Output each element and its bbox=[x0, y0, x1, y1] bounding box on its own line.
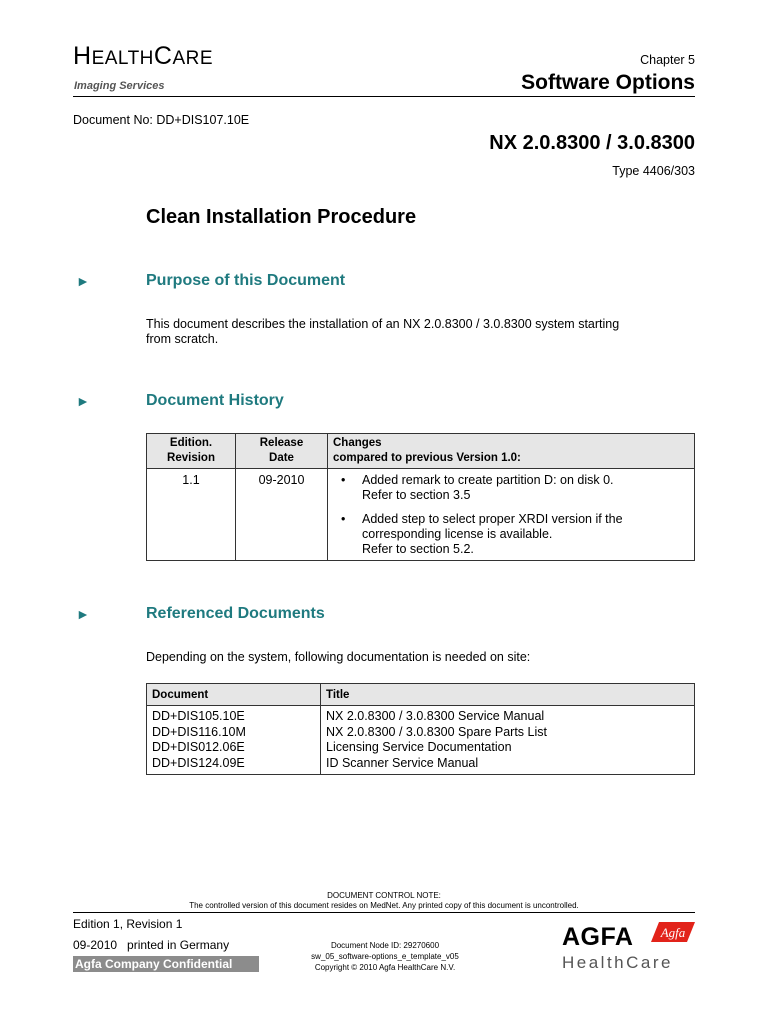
header-line: Changes bbox=[333, 437, 382, 449]
table-header-row bbox=[147, 434, 695, 469]
arrow-icon: ► bbox=[76, 273, 90, 289]
document-node-info bbox=[280, 940, 490, 973]
document-title: Licensing Service Documentation bbox=[326, 740, 512, 754]
list-item bbox=[333, 512, 689, 557]
document-title: NX 2.0.8300 / 3.0.8300 Service Manual bbox=[326, 709, 545, 723]
page-title: Clean Installation Procedure bbox=[146, 206, 417, 228]
product-type: Type 4406/303 bbox=[612, 164, 695, 178]
header-line: Revision bbox=[167, 452, 215, 464]
column-header-changes bbox=[328, 434, 695, 469]
purpose-text bbox=[146, 317, 619, 347]
copyright: Copyright © 2010 Agfa HealthCare N.V. bbox=[314, 963, 456, 972]
bullet-icon: • bbox=[341, 512, 346, 526]
references-heading: Referenced Documents bbox=[146, 605, 325, 622]
brand-letters-ealth: EALTH bbox=[91, 48, 154, 69]
header-line: Release bbox=[259, 437, 304, 449]
brand-subtitle: Imaging Services bbox=[74, 80, 165, 92]
table-row bbox=[147, 469, 695, 561]
header-line: Date bbox=[269, 452, 294, 464]
document-id: DD+DIS012.06E bbox=[152, 740, 245, 754]
section-label: Software Options bbox=[521, 71, 695, 94]
header-line: compared to previous Version 1.0: bbox=[333, 452, 521, 464]
arrow-icon: ► bbox=[76, 393, 90, 409]
document-id: DD+DIS124.09E bbox=[152, 755, 245, 770]
list-item bbox=[333, 473, 689, 503]
print-info: 09-2010 printed in Germany bbox=[73, 938, 230, 952]
purpose-text-line: from scratch. bbox=[146, 332, 219, 346]
history-table bbox=[146, 433, 695, 561]
purpose-text-line: This document describes the installation of an NX 2.0.8300 / 3.0.8300 system starting bbox=[146, 317, 620, 331]
document-number: Document No: DD+DIS107.10E bbox=[73, 113, 250, 127]
agfa-rhombus-icon bbox=[651, 918, 695, 948]
change-line: Refer to section 3.5 bbox=[362, 488, 471, 502]
brand-letter-h: H bbox=[73, 42, 92, 70]
column-header-edition bbox=[147, 434, 236, 469]
history-heading: Document History bbox=[146, 392, 284, 409]
edition-info: Edition 1, Revision 1 bbox=[73, 917, 183, 931]
arrow-icon: ► bbox=[76, 606, 90, 622]
change-line: Added remark to create partition D: on disk 0. bbox=[362, 473, 614, 487]
document-title: ID Scanner Service Manual bbox=[326, 755, 479, 770]
purpose-heading: Purpose of this Document bbox=[146, 272, 346, 289]
change-line: corresponding license is available. bbox=[362, 527, 553, 541]
documents-cell bbox=[147, 706, 321, 775]
changes-list bbox=[333, 473, 689, 557]
column-header-release bbox=[236, 434, 328, 469]
document-title: NX 2.0.8300 / 3.0.8300 Spare Parts List bbox=[326, 724, 547, 739]
change-line: Refer to section 5.2. bbox=[362, 542, 474, 556]
date-cell: 09-2010 bbox=[236, 469, 328, 561]
brand-letters-are: ARE bbox=[172, 48, 214, 69]
brand-logo bbox=[73, 44, 213, 69]
chapter-label: Chapter 5 bbox=[640, 53, 695, 67]
node-id: Document Node ID: 29270600 bbox=[330, 941, 440, 950]
agfa-logo-text: AGFA bbox=[562, 923, 634, 951]
references-intro: Depending on the system, following documentation is needed on site: bbox=[146, 650, 531, 664]
change-line: Added step to select proper XRDI version if the bbox=[362, 512, 623, 526]
product-version: NX 2.0.8300 / 3.0.8300 bbox=[489, 132, 695, 154]
table-row bbox=[147, 706, 695, 775]
footer-divider bbox=[73, 912, 695, 913]
references-table bbox=[146, 683, 695, 775]
column-header-document: Document bbox=[147, 684, 321, 706]
bullet-icon: • bbox=[341, 473, 346, 487]
changes-cell bbox=[328, 469, 695, 561]
confidential-badge: Agfa Company Confidential bbox=[73, 956, 259, 972]
brand-letter-c: C bbox=[153, 42, 173, 70]
document-id: DD+DIS116.10M bbox=[152, 724, 246, 739]
healthcare-logo-text: HealthCare bbox=[562, 953, 673, 972]
titles-cell bbox=[321, 706, 695, 775]
column-header-title: Title bbox=[321, 684, 695, 706]
control-note-body: The controlled version of this document resides on MedNet. Any printed copy of this document is uncontrolled. bbox=[189, 901, 579, 910]
header-line: Edition. bbox=[169, 437, 213, 449]
agfa-small-logo-text: Agfa bbox=[660, 925, 686, 940]
edition-cell: 1.1 bbox=[147, 469, 236, 561]
control-note-title: DOCUMENT CONTROL NOTE: bbox=[327, 891, 441, 900]
table-header-row bbox=[147, 684, 695, 706]
template-name: sw_05_software-options_e_template_v05 bbox=[311, 952, 459, 961]
header-divider bbox=[73, 96, 695, 97]
document-id: DD+DIS105.10E bbox=[152, 709, 245, 723]
